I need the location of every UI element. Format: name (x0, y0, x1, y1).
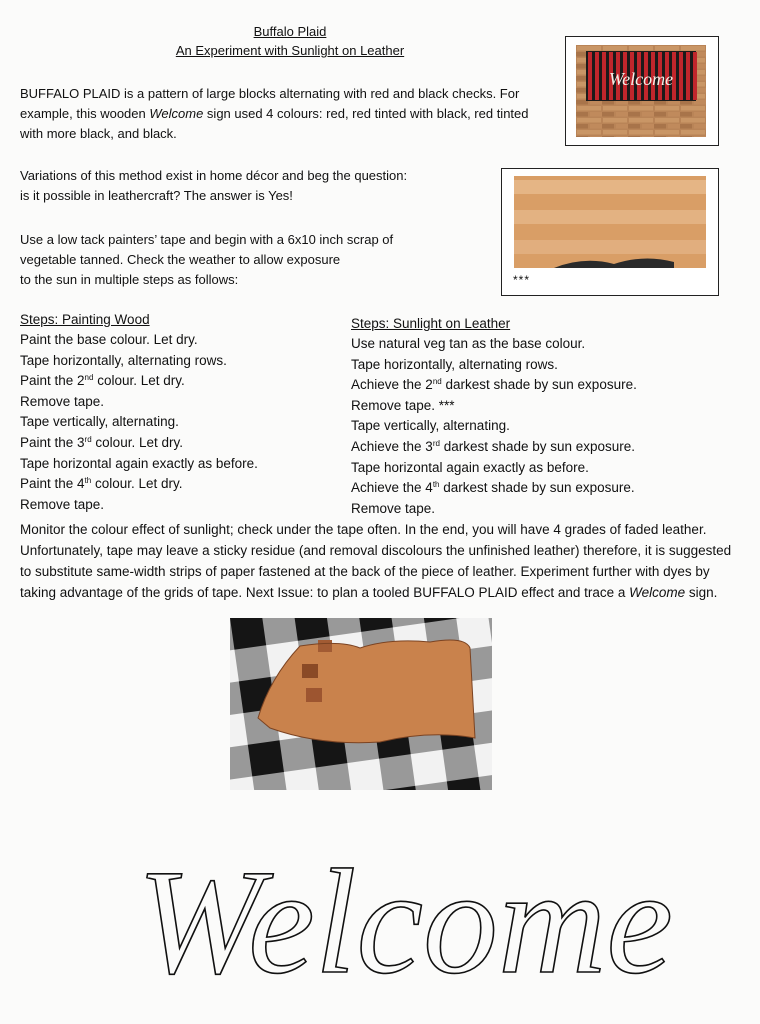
steps-leather-heading: Steps: Sunlight on Leather (351, 316, 511, 331)
leather-caption-stars: *** (513, 273, 531, 287)
sign-plaid-stripe (595, 52, 599, 100)
closing-text-a: Monitor the colour effect of sunlight; check under the tape often. In the end, you will have 4 grades of faded leather. Unfortunately, tape may leave a sticky residue (and removal discolours the unfinished leather) therefore, it is suggested to substitute same-width strips of paper fastened at the back of the piece of leather. Experiment further with dyes by taking advantage of the grids of tape. Next Issue: to plan a tooled BUFFALO PLAID effect and trace a (20, 522, 732, 600)
step-item: Paint the 3rd colour. Let dry. (20, 434, 183, 450)
step-item: Remove tape. (351, 500, 436, 516)
step-item: Remove tape. *** (351, 397, 455, 413)
step-item: Tape horizontal again exactly as before. (20, 455, 258, 471)
step-item: Achieve the 2nd darkest shade by sun exposure. (351, 377, 637, 393)
step-item: Achieve the 3rd darkest shade by sun exposure. (351, 438, 636, 454)
step-item: Paint the 2nd colour. Let dry. (20, 373, 185, 389)
leather-on-plaid-photo (230, 618, 492, 790)
article-subtitle: An Experiment with Sunlight on Leather (175, 43, 405, 58)
intro-paragraph-3: Use a low tack painters’ tape and begin with a 6x10 inch scrap of vegetable tanned. Check the weather to allow exposure to the sun in multiple steps as follows: (20, 232, 394, 287)
step-item: Tape horizontal again exactly as before. (351, 459, 589, 475)
intro-p1-text-b: sign used 4 colours: red, red tinted with black, red tinted with more black, and black. (20, 106, 529, 141)
step-item: Tape horizontally, alternating rows. (351, 356, 558, 372)
intro-p1-welcome: Welcome (149, 106, 204, 121)
article-title: Buffalo Plaid (253, 24, 327, 39)
step-item: Paint the base colour. Let dry. (20, 332, 198, 347)
sign-plaid-stripe (693, 52, 697, 100)
taped-leather-photo (501, 168, 719, 296)
intro-p1-text-a: BUFFALO PLAID is a pattern of large blocks alternating with red and black checks. For example, this wooden (20, 86, 520, 121)
step-item: Achieve the 4th darkest shade by sun exposure. (351, 480, 635, 496)
welcome-sign-photo (565, 36, 719, 146)
steps-wood-list (20, 330, 340, 515)
intro-paragraph-2: Variations of this method exist in home décor and beg the question: is it possible in leathercraft? The answer is Yes! (20, 168, 408, 203)
leather-on-plaid-image (230, 618, 492, 790)
steps-wood-heading: Steps: Painting Wood (20, 312, 150, 327)
closing-text-b: sign. (685, 585, 718, 600)
closing-paragraph (20, 519, 736, 603)
article-title-block (150, 22, 430, 60)
sign-plaid-stripe (679, 52, 683, 100)
step-item: Paint the 4th colour. Let dry. (20, 476, 183, 492)
step-item: Remove tape. (20, 393, 105, 409)
step-item: Tape vertically, alternating. (20, 414, 179, 430)
step-item: Remove tape. (20, 496, 105, 512)
closing-welcome: Welcome (629, 585, 686, 600)
step-item: Tape horizontally, alternating rows. (20, 352, 227, 368)
step-item: Tape vertically, alternating. (351, 418, 510, 434)
welcome-outline-text: Welcome (137, 839, 673, 1005)
sign-plaid-stripe (588, 52, 592, 100)
sign-plaid-stripe (686, 52, 690, 100)
welcome-sign-image (576, 45, 706, 137)
welcome-outline-lettering (100, 812, 710, 1012)
intro-paragraph-1 (20, 84, 530, 144)
steps-wood-section (20, 310, 340, 515)
sign-plaid-stripe (602, 52, 606, 100)
taped-leather-image (514, 176, 706, 268)
steps-leather-section (351, 314, 741, 519)
sign-welcome-text: Welcome (608, 69, 674, 89)
steps-leather-list (351, 334, 741, 519)
step-item: Use natural veg tan as the base colour. (351, 336, 586, 351)
